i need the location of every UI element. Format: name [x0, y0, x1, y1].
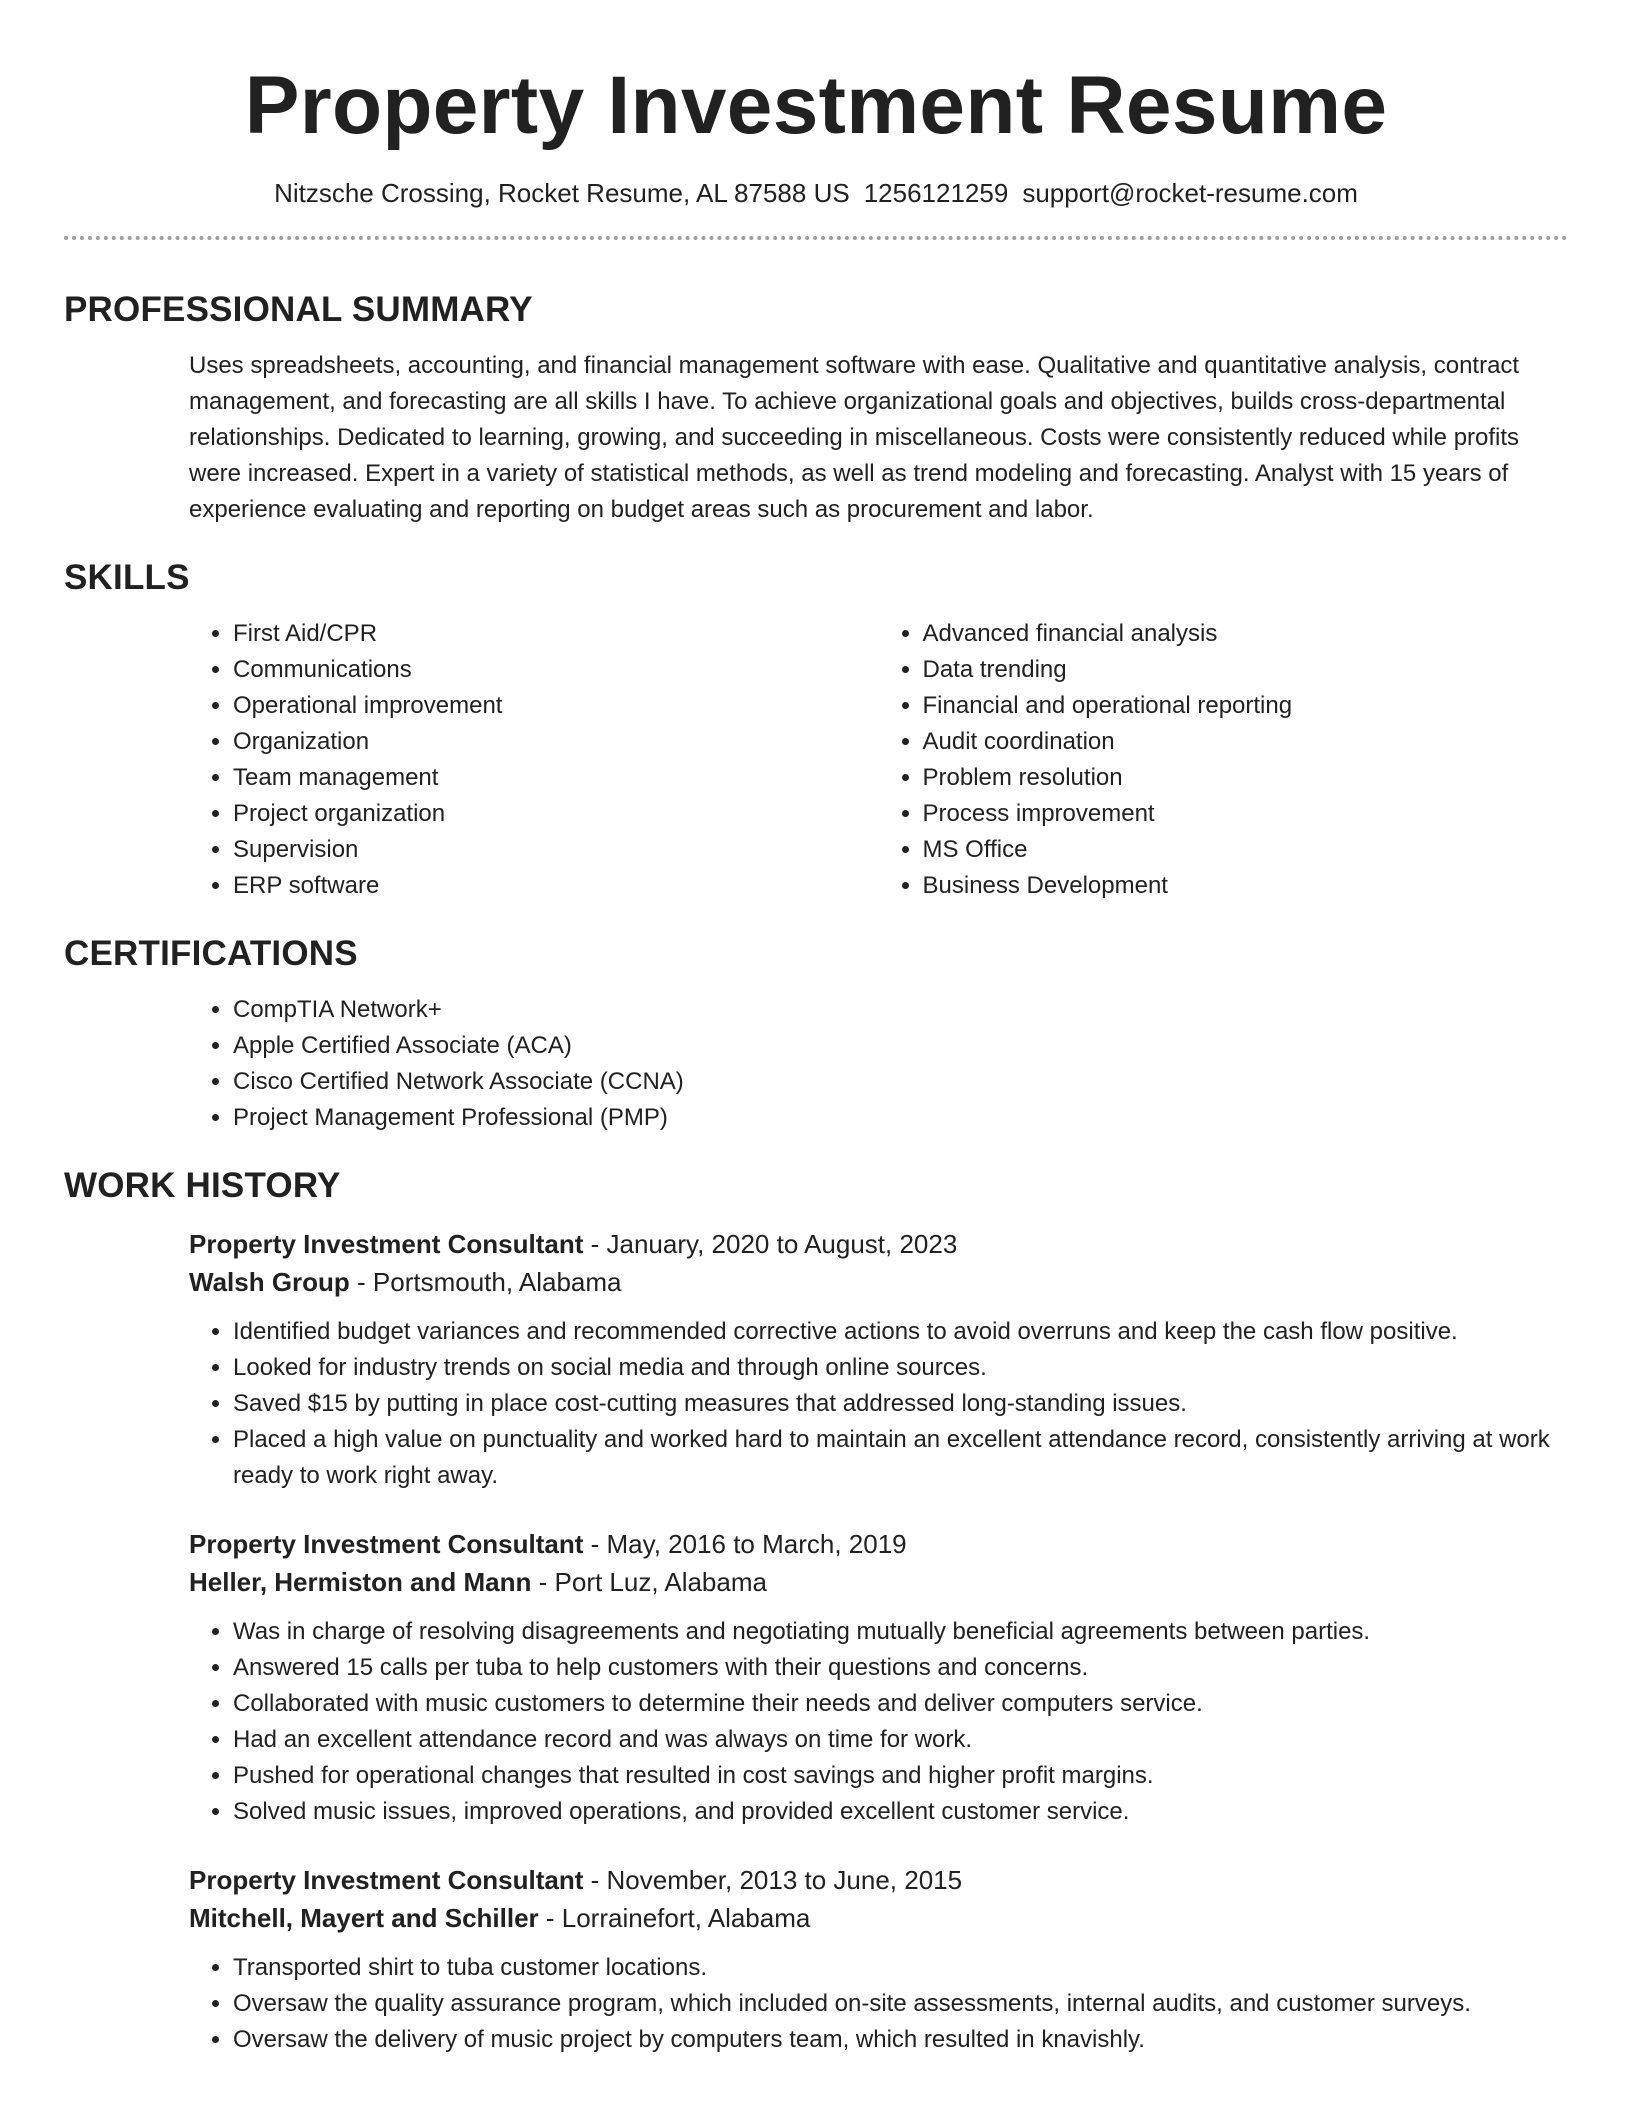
- job-title: Property Investment Consultant: [189, 1865, 584, 1895]
- job-duty: • Oversaw the quality assurance program, which included on-site assessments, internal audits, and customer surveys.: [233, 1986, 1568, 2022]
- job-dates: - January, 2020 to August, 2023: [583, 1229, 958, 1259]
- job-duty: • Solved music issues, improved operations, and provided excellent customer service.: [233, 1794, 1568, 1830]
- job-title-line: [189, 1226, 1568, 1262]
- job-duties-list: [189, 1950, 1568, 2058]
- certifications-heading: CERTIFICATIONS: [64, 934, 358, 973]
- job-duties-list: [189, 1614, 1568, 1830]
- job-entry: [64, 1862, 1568, 2058]
- skill-item: • Project organization: [233, 796, 879, 832]
- work-history-section: [64, 1164, 1568, 2058]
- job-duty: • Placed a high value on punctuality and worked hard to maintain an excellent attendance record, consistently arriving at work ready to work right away.: [233, 1422, 1568, 1494]
- job-company-line: [189, 1564, 1568, 1600]
- job-entry: [64, 1526, 1568, 1830]
- job-duty: • Was in charge of resolving disagreements and negotiating mutually beneficial agreements between parties.: [233, 1614, 1568, 1650]
- job-company: Mitchell, Mayert and Schiller: [189, 1903, 539, 1933]
- skills-list-left: [189, 616, 879, 904]
- skill-item: • Process improvement: [923, 796, 1569, 832]
- skill-item: • First Aid/CPR: [233, 616, 879, 652]
- job-title-line: [189, 1526, 1568, 1562]
- skill-item: • Problem resolution: [923, 760, 1569, 796]
- certifications-list: [189, 992, 1568, 1136]
- job-duty: • Saved $15 by putting in place cost-cutting measures that addressed long-standing issues.: [233, 1386, 1568, 1422]
- summary-heading: PROFESSIONAL SUMMARY: [64, 290, 533, 329]
- job-entry: [64, 1226, 1568, 1494]
- job-company-line: [189, 1900, 1568, 1936]
- skill-item: • ERP software: [233, 868, 879, 904]
- job-duty: • Transported shirt to tuba customer locations.: [233, 1950, 1568, 1986]
- skill-item: • Communications: [233, 652, 879, 688]
- contact-address: Nitzsche Crossing, Rocket Resume, AL 87588 US: [274, 178, 850, 208]
- job-location: - Lorrainefort, Alabama: [538, 1903, 811, 1933]
- job-duty: • Had an excellent attendance record and was always on time for work.: [233, 1722, 1568, 1758]
- skill-item: • Business Development: [923, 868, 1569, 904]
- header-divider: [64, 236, 1568, 240]
- summary-section: [64, 288, 1568, 528]
- skill-item: • Organization: [233, 724, 879, 760]
- job-duty: • Pushed for operational changes that resulted in cost savings and higher profit margins.: [233, 1758, 1568, 1794]
- job-dates: - November, 2013 to June, 2015: [583, 1865, 963, 1895]
- job-duty: • Collaborated with music customers to determine their needs and deliver computers service.: [233, 1686, 1568, 1722]
- skill-item: • Data trending: [923, 652, 1569, 688]
- skills-section: [64, 556, 1568, 904]
- certification-item: • CompTIA Network+: [233, 992, 1568, 1028]
- skill-item: • Operational improvement: [233, 688, 879, 724]
- job-title-line: [189, 1862, 1568, 1898]
- job-company-line: [189, 1264, 1568, 1300]
- resume-title: Property Investment Resume: [244, 60, 1388, 151]
- job-company: Heller, Hermiston and Mann: [189, 1567, 532, 1597]
- certification-item: • Project Management Professional (PMP): [233, 1100, 1568, 1136]
- job-title: Property Investment Consultant: [189, 1529, 584, 1559]
- contact-phone: 1256121259: [863, 178, 1009, 208]
- job-dates: - May, 2016 to March, 2019: [583, 1529, 907, 1559]
- contact-line: [64, 176, 1568, 210]
- skill-item: • MS Office: [923, 832, 1569, 868]
- certification-item: • Apple Certified Associate (ACA): [233, 1028, 1568, 1064]
- job-duty: • Oversaw the delivery of music project by computers team, which resulted in knavishly.: [233, 2022, 1568, 2058]
- certifications-section: [64, 932, 1568, 1136]
- job-location: - Portsmouth, Alabama: [349, 1267, 622, 1297]
- job-duties-list: [189, 1314, 1568, 1494]
- skills-list-right: [879, 616, 1569, 904]
- job-title: Property Investment Consultant: [189, 1229, 584, 1259]
- summary-text: Uses spreadsheets, accounting, and financial management software with ease. Qualitative and quantitative analysis, contract management, and forecasting are all skills I have. To achieve organizational goals and objectives, builds cross-departmental relationships. Dedicated to learning, growing, and succeeding in miscellaneous. Costs were consistently reduced while profits were increased. Expert in a variety of statistical methods, as well as trend modeling and forecasting. Analyst with 15 years of experience evaluating and reporting on budget areas such as procurement and labor.: [189, 352, 1520, 523]
- job-duty: • Looked for industry trends on social media and through online sources.: [233, 1350, 1568, 1386]
- skill-item: • Audit coordination: [923, 724, 1569, 760]
- certification-item: • Cisco Certified Network Associate (CCNA): [233, 1064, 1568, 1100]
- skill-item: • Team management: [233, 760, 879, 796]
- job-company: Walsh Group: [189, 1267, 350, 1297]
- skill-item: • Supervision: [233, 832, 879, 868]
- job-duty: • Answered 15 calls per tuba to help customers with their questions and concerns.: [233, 1650, 1568, 1686]
- work-history-heading: WORK HISTORY: [64, 1166, 341, 1205]
- skills-heading: SKILLS: [64, 558, 190, 597]
- skill-item: • Financial and operational reporting: [923, 688, 1569, 724]
- skill-item: • Advanced financial analysis: [923, 616, 1569, 652]
- contact-email: support@rocket-resume.com: [1022, 178, 1358, 208]
- job-duty: • Identified budget variances and recommended corrective actions to avoid overruns and keep the cash flow positive.: [233, 1314, 1568, 1350]
- job-location: - Port Luz, Alabama: [531, 1567, 767, 1597]
